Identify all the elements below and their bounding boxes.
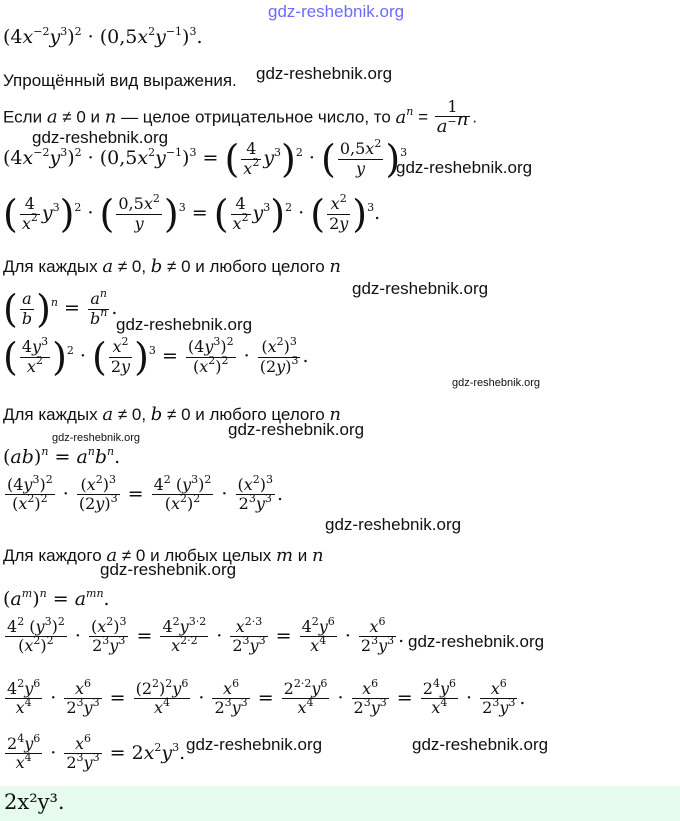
watermark: gdz-reshebnik.org [52, 432, 141, 444]
watermark: gdz-reshebnik.org [186, 735, 323, 754]
quotient-formula: ( $\frac{a}{b}$ )$^n$ = $\frac{a^n}{b^n}$ . [3, 286, 118, 331]
step-4: $\frac{(4y^3)^2}{(x^2)^2}$ · $\frac{(x^2)^3}{(2y)^3}$ = $\frac{4^2 (y^3)^2}{(x^2)^2}$ · $\frac{(x^2)^3}{2^3y^3}$ . [7, 472, 284, 514]
step-7: $\frac{2^4y^6}{x^4}$ · $\frac{x^6}{2^3y^3}$ = $2x^2y^3$. [7, 731, 186, 773]
rule-quotient: Для каждых a ≠ 0, b ≠ 0 и любого целого n [3, 256, 341, 277]
step-3: ( $\frac{4y^3}{x^2}$ )$^2$ · ( $\frac{x^2}{2y}$ )$^3$ = $\frac{(4y^3)^2}{(x^2)^2}$ · $\frac{(x^2)^3}{(2y)^3}$ . [3, 334, 309, 379]
step-6: $\frac{4^2y^6}{x^4}$ · $\frac{x^6}{2^3y^3}$ = $\frac{(2^2)^2y^6}{x^4}$ · $\frac{x^6}{2^3y^3}$ = $\frac{2^{2\cdot 2}y^6}{x^4}$ · $\frac{x^6}{2^3y^3}$ = $\frac{2^4y^6}{x^4}$ · $\frac{x^6}{2^3y^3}$ . [7, 676, 526, 718]
watermark: gdz-reshebnik.org [408, 632, 545, 651]
watermark: gdz-reshebnik.org [228, 420, 365, 439]
simplified-label: Упрощённый вид выражения. [3, 71, 237, 90]
answer-box [0, 786, 680, 821]
watermark: gdz-reshebnik.org [412, 735, 549, 754]
step-2: ( $\frac{4}{x^2}$ $y^3)^2$ · ( $\frac{0,5x^2}{y}$ )$^3$ = ( $\frac{4}{x^2}$ $y^3)^2$ · ( $\frac{x^2}{2y}$ )$^3$. [3, 191, 381, 236]
step-1: $(4x^{-2}y^3)^2 \cdot (0,5x^2y^{-1})^3$ = ( $\frac{4}{x^2}$ $y^3)^2$ · ( $\frac{0,5x^2}{y}$ )$^3$ [3, 136, 408, 181]
watermark: gdz-reshebnik.org [325, 515, 462, 534]
rule-power: Для каждого a ≠ 0 и любых целых m и n [3, 545, 324, 566]
watermark: gdz-reshebnik.org [256, 64, 393, 83]
watermark: gdz-reshebnik.org [32, 128, 169, 147]
watermark: gdz-reshebnik.org [116, 315, 253, 334]
step-5: $\frac{4^2 (y^3)^2}{(x^2)^2}$ · $\frac{(x^2)^3}{2^3y^3}$ = $\frac{4^2y^{3\cdot 2}}{x^{2\cdot 2}}$ · $\frac{x^{2\cdot 3}}{2^3y^3}$ = $\frac{4^2y^6}{x^4}$ · $\frac{x^6}{2^3y^3}$ . [7, 614, 405, 656]
power-formula: $(a^m)^n = a^{mn}$. [3, 586, 110, 610]
watermark-header: gdz-reshebnik.org [268, 2, 405, 21]
answer-value: 2x²y³. [4, 790, 65, 814]
product-formula: $(ab)^n = a^nb^n$. [3, 444, 121, 468]
rule-product: Для каждых a ≠ 0, b ≠ 0 и любого целого n [3, 404, 341, 425]
rule-negative-exponent: Если a ≠ 0 и n — целое отрицательное число, то $a^n$ = $\frac{1}{a^{-n}}$ . [3, 97, 478, 138]
watermark: gdz-reshebnik.org [396, 158, 533, 177]
problem-expression: $(4x^{-2}y^3)^2 \cdot (0,5x^2y^{-1})^3$. [3, 24, 203, 48]
watermark: gdz-reshebnik.org [352, 279, 489, 298]
watermark: gdz-reshebnik.org [452, 377, 541, 389]
watermark: gdz-reshebnik.org [100, 560, 237, 579]
